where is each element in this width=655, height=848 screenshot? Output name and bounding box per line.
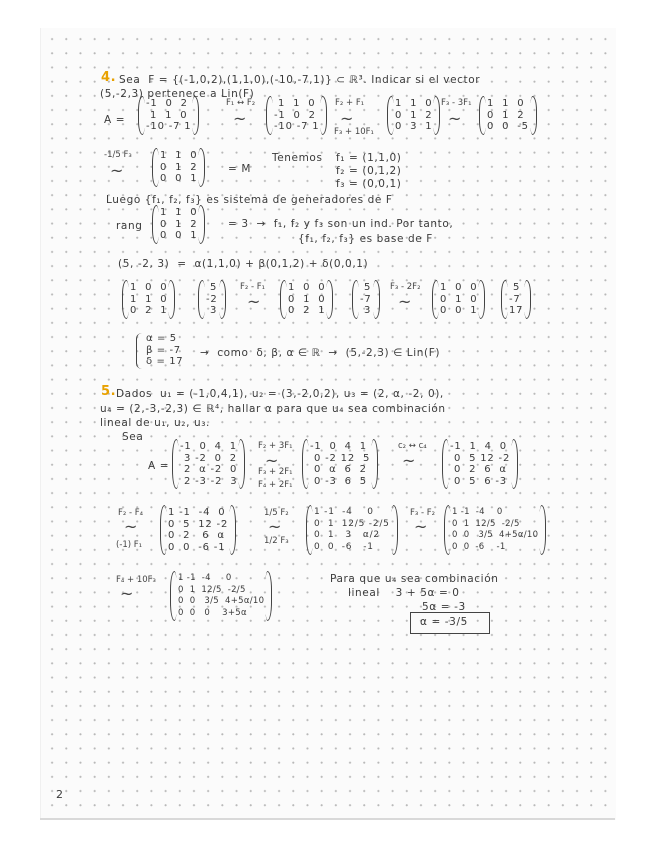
solution-values: α = 5 β = -7 δ = 17 xyxy=(146,333,184,367)
equivalence-tilde: ~ xyxy=(124,517,138,536)
tenemos-text: Tenemos xyxy=(272,152,323,164)
matrix-M: 1 1 0 0 1 2 0 0 1 xyxy=(160,150,198,184)
rank-result-text: = 3 → f₁, f₂ y f₃ son un ind. Por tanto, xyxy=(228,218,454,230)
matrix-rank: 1 1 0 0 1 2 0 0 1 xyxy=(160,207,198,241)
op-row2-minus-row4: F₂ - F₄ xyxy=(118,508,144,518)
exercise-4-statement-line2: (5,-2,3) pertenece a Lin(F) xyxy=(100,88,255,100)
vector-f2: f₂ = (0,1,2) xyxy=(336,165,402,177)
matrix-A5-step2: -1 1 4 0 0 5 12 -2 0 2 6 α 0 5 6 -3 xyxy=(450,441,511,487)
page-number: 2 xyxy=(56,788,63,801)
equivalence-tilde: ~ xyxy=(414,517,428,536)
exercise-5-statement-line3: lineal de u₁, u₂, u₃. xyxy=(100,417,210,429)
op-row3-b: F₃ - 3F₁ xyxy=(441,98,472,108)
equivalence-tilde: ~ xyxy=(448,109,462,128)
page-edge xyxy=(40,818,615,820)
equivalence-tilde: ~ xyxy=(268,517,282,536)
sea-text: Sea xyxy=(122,431,144,443)
matrix-A-label: A = xyxy=(104,114,126,126)
vector-f1: f₁ = (1,1,0) xyxy=(336,152,402,164)
system-matrix: 1 0 0 1 1 0 0 2 1 xyxy=(130,282,168,316)
op-scale-row3: -1/5 F₃ xyxy=(104,150,132,160)
op-row4-plus-10row3: F₄ + 10F₃ xyxy=(116,575,156,585)
op-row3-minus-2row2: F₃ - 2F₂ xyxy=(390,282,421,292)
matrix-A5-label: A = xyxy=(148,460,170,472)
system-matrix-2: 1 0 0 0 1 0 0 2 1 xyxy=(288,282,326,316)
op-fifth-row2: 1/5 F₂ xyxy=(264,508,289,518)
system-vector: 5 -2 3 xyxy=(206,282,218,316)
matrix-A5: -1 0 4 1 3 -2 0 2 2 α -2 0 2 -3 -2 3 xyxy=(180,441,238,487)
op-row3: F₃ + 10F₁ xyxy=(334,127,374,137)
op-row2-plus-3row1: F₂ + 3F₁ xyxy=(258,441,293,451)
op-row2-minus-row1: F₂ - F₁ xyxy=(240,282,266,292)
matrix-A5-step1: -1 0 4 1 0 -2 12 5 0 α 6 2 0 -3 6 5 xyxy=(310,441,371,487)
base-text: {f₁, f₂, f₃} es base de F xyxy=(298,233,433,245)
exercise-5-statement-line1: Dados u₁ = (-1,0,4,1), u₂ = (3,-2,0,2), u₃ = (2, α, -2, 0), xyxy=(116,388,444,400)
op-row3-minus-row2: F₃ - F₂ xyxy=(410,508,436,518)
exercise-5-number: 5. xyxy=(101,384,117,399)
exercise-4-number: 4. xyxy=(101,70,117,85)
matrix-A5-step5: 1 -1 -4 0 0 1 12/5 -2/5 0 0 3/5 4+5α/10 0 0 -6 -1 xyxy=(452,507,539,552)
condition-text: Para que u₄ sea combinación xyxy=(330,573,499,585)
matrix-step1: 1 1 0 -1 0 2 -10 -7 1 xyxy=(274,98,320,132)
rang-label: rang xyxy=(116,220,143,232)
matrix-A5-final: 1 -1 -4 0 0 1 12/5 -2/5 0 0 3/5 4+5α/10 0 0 0 3+5α xyxy=(178,573,265,618)
op-row3-plus-2row1: F₃ + 2F₁ xyxy=(258,467,293,477)
matrix-A5-step3: 1 -1 -4 0 0 5 12 -2 0 2 6 α 0 0 -6 -1 xyxy=(168,507,229,553)
equivalence-tilde: ~ xyxy=(120,584,134,603)
system-matrix-3: 1 0 0 0 1 0 0 0 1 xyxy=(440,282,478,316)
system-vector-2: 5 -7 3 xyxy=(360,282,372,316)
equivalence-tilde: ~ xyxy=(233,109,247,128)
op-swap-rows: F₁ ↔ F₂ xyxy=(226,98,256,108)
equivalence-tilde: ~ xyxy=(247,292,261,311)
linear-combination: (5, -2, 3) = α(1,1,0) + β(0,1,2) + δ(0,0,1) xyxy=(118,258,369,270)
exercise-5-statement-line2: u₄ = (2,-3,-2,3) ∈ ℝ⁴, hallar α para que u₄ sea combinación xyxy=(100,403,446,415)
equivalence-tilde: ~ xyxy=(340,109,354,128)
equals-M: = M xyxy=(228,163,251,175)
matrix-step3: 1 1 0 0 1 2 0 0 -5 xyxy=(487,98,529,132)
luego-text: Luego {f₁, f₂, f₃} es sistema de generadores de F xyxy=(106,194,393,206)
system-vector-3: 5 -7 17 xyxy=(509,282,524,316)
op-row2: F₂ + F₁ xyxy=(335,98,365,108)
conclusion-text: → como δ, β, α ∈ ℝ → (5,-2,3) ∈ Lin(F) xyxy=(200,347,441,359)
equation-2: 5α = -3 xyxy=(422,601,466,613)
matrix-A5-step4: 1 -1 -4 0 0 1 12/5 -2/5 0 1 3 α/2 0 0 -6 -1 xyxy=(314,507,390,552)
equivalence-tilde: ~ xyxy=(265,451,279,470)
exercise-4-statement-line1: Sea F = {(-1,0,2),(1,1,0),(-10,-7,1)} ⊂ ℝ³. Indicar si el vector xyxy=(119,74,481,86)
equivalence-tilde: ~ xyxy=(402,451,416,470)
vector-f3: f₃ = (0,0,1) xyxy=(336,178,402,190)
equation-1: lineal 3 + 5α = 0 xyxy=(348,587,460,599)
op-half-row3: 1/2 F₃ xyxy=(264,536,289,546)
matrix-step2: 1 1 0 0 1 2 0 3 1 xyxy=(395,98,433,132)
answer-alpha: α = -3/5 xyxy=(420,616,468,628)
matrix-A: -1 0 2 1 1 0 -10 -7 1 xyxy=(146,98,192,132)
op-swap-cols: c₂ ↔ c₄ xyxy=(398,441,427,451)
op-row4-plus-2row1: F₄ + 2F₁ xyxy=(258,480,293,490)
solution-brace xyxy=(136,333,142,369)
equivalence-tilde: ~ xyxy=(398,292,412,311)
equivalence-tilde: ~ xyxy=(110,161,124,180)
op-neg-row1: (-1) F₁ xyxy=(116,540,143,550)
